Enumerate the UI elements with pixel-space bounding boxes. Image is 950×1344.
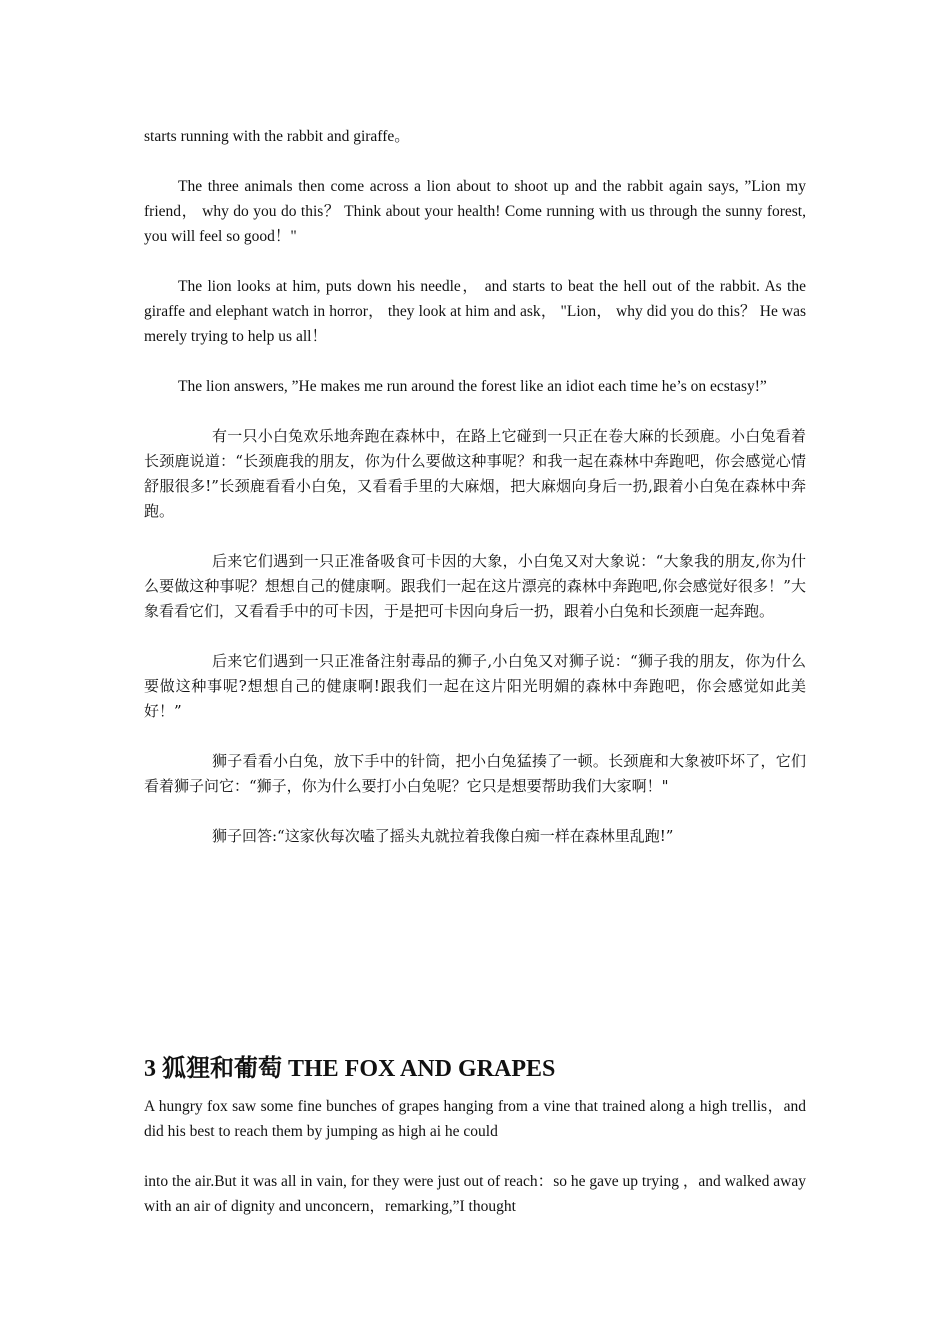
paragraph-fox-1: A hungry fox saw some fine bunches of grapes hanging from a vine that trained along a high trellis，and did his best to reach them by jumping as high ai he could [144, 1098, 806, 1140]
paragraph-zh-lion: 后来它们遇到一只正准备注射毒品的狮子,小白兔又对狮子说：“狮子我的朋友，你为什么要做这种事呢?想想自己的健康啊!跟我们一起在这片阳光明媚的森林中奔跑吧，你会感觉如此美好！” [144, 652, 806, 720]
paragraph-zh-elephant: 后来它们遇到一只正准备吸食可卡因的大象，小白兔又对大象说：“大象我的朋友,你为什么要做这种事呢？想想自己的健康啊。跟我们一起在这片漂亮的森林中奔跑吧,你会感觉好很多！”大象看看它们，又看看手中的可卡因，于是把可卡因向身后一扔，跟着小白兔和长颈鹿一起奔跑。 [144, 552, 806, 620]
paragraph-zh-lion-reaction: 狮子看看小白兔，放下手中的针筒，把小白兔猛揍了一顿。长颈鹿和大象被吓坏了，它们看着狮子问它：“狮子，你为什么要打小白兔呢？它只是想要帮助我们大家啊！" [144, 752, 806, 795]
paragraph-fox-2: into the air.But it was all in vain, for they were just out of reach：so he gave up trying ，and walked away with an air of dignity and unconcern，remarking,”I thought [144, 1173, 806, 1215]
paragraph-zh-lion-answer: 狮子回答:“这家伙每次嗑了摇头丸就拉着我像白痴一样在森林里乱跑!” [212, 827, 674, 845]
paragraph-zh-giraffe: 有一只小白兔欢乐地奔跑在森林中，在路上它碰到一只正在卷大麻的长颈鹿。小白兔看着长颈鹿说道：“长颈鹿我的朋友，你为什么要做这种事呢？和我一起在森林中奔跑吧，你会感觉心情舒服很多!”长颈鹿看看小白兔，又看看手里的大麻烟，把大麻烟向身后一扔,跟着小白兔在森林中奔跑。 [144, 427, 806, 520]
paragraph-lion-reaction: The lion looks at him, puts down his needle， and starts to beat the hell out of the rabbit. As the giraffe and elephant watch in horror， they look at him and ask， "Lion， why did you do this？ He was merely trying to help us all！ [144, 278, 806, 345]
paragraph-continuation: starts running with the rabbit and giraffe。 [144, 128, 410, 145]
section-heading: 3 狐狸和葡萄 THE FOX AND GRAPES [144, 1056, 556, 1082]
document-page [144, 124, 806, 849]
paragraph-lion-encounter: The three animals then come across a lion about to shoot up and the rabbit again says, ”Lion my friend， why do you do this？ Think about your health! Come running with us through the sunny forest, you will feel so good！" [144, 178, 806, 245]
section-fox-and-grapes [144, 1054, 806, 1219]
paragraph-lion-answer: The lion answers, ”He makes me run around the forest like an idiot each time he’s on ecstasy!” [178, 378, 767, 395]
